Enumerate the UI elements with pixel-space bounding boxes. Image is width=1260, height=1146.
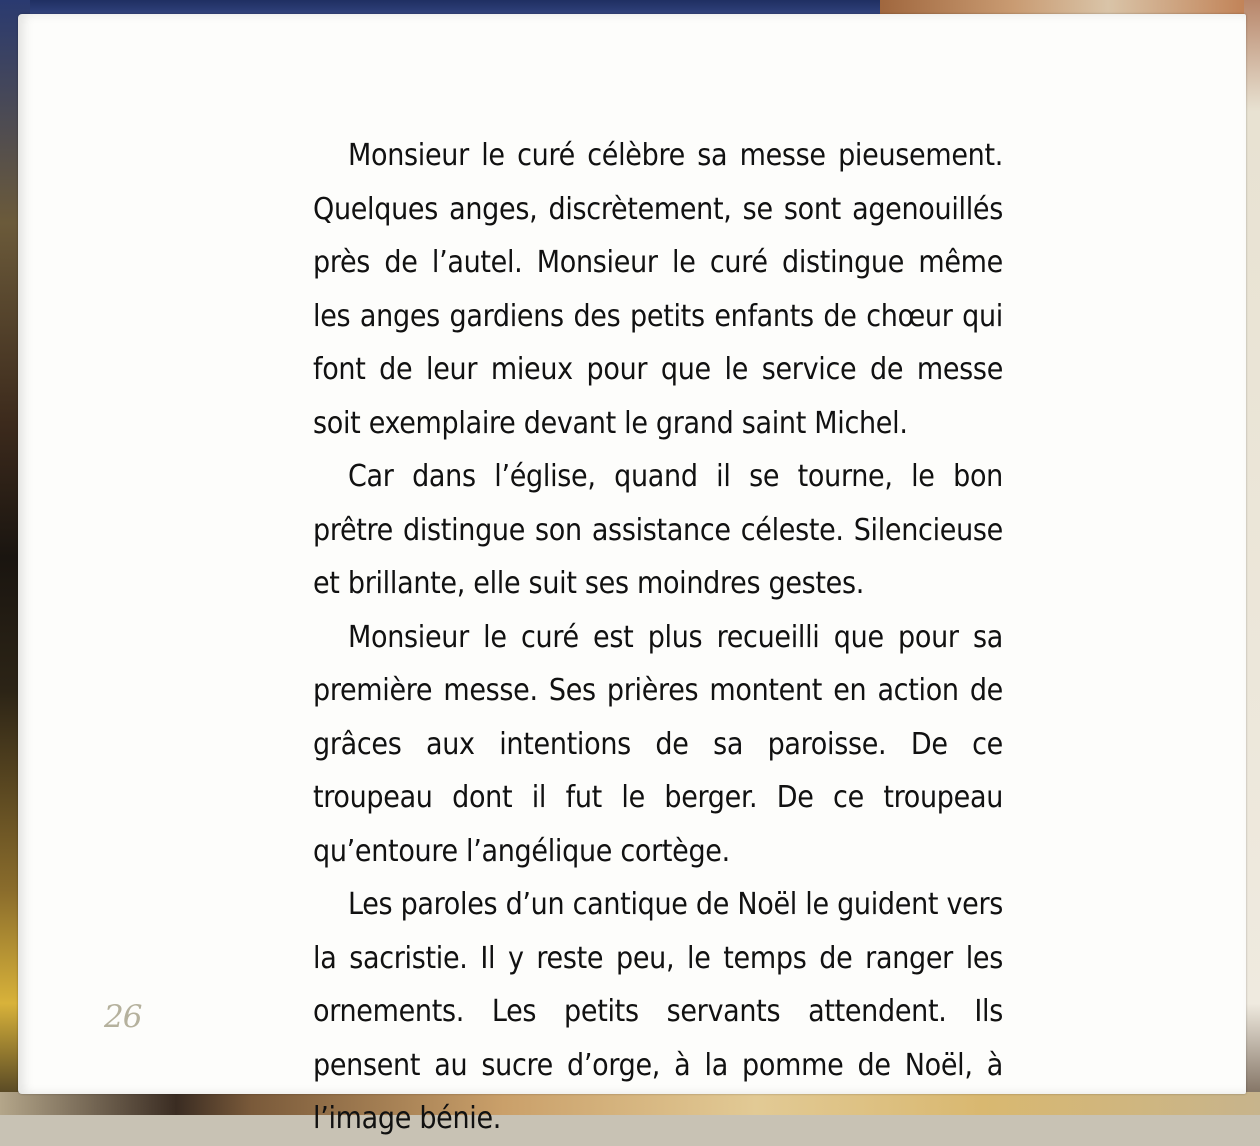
paragraph-1: Monsieur le curé célèbre sa messe pieusement. Quelques anges, discrètement, se sont agenouillés près de l’autel. Monsieur le curé distingue même les anges gardiens des petits enfants de chœur qui font de leur mieux pour que le service de messe soit exemplaire devant le grand saint Michel. bbox=[313, 138, 1003, 441]
paragraph-2: Car dans l’église, quand il se tourne, le bon prêtre distingue son assistance céleste. Silencieuse et brillante, elle suit ses moindres gestes. bbox=[313, 459, 1003, 601]
cover-edge-right bbox=[1244, 0, 1260, 1115]
page-number: 26 bbox=[104, 999, 142, 1035]
paragraph-3: Monsieur le curé est plus recueilli que pour sa première messe. Ses prières montent en action de grâces aux intentions de sa paroisse. De ce troupeau dont il fut le berger. De ce troupeau qu’entoure l’angélique cortège. bbox=[313, 619, 1003, 869]
body-text bbox=[313, 129, 1003, 1146]
paragraph-4: Les paroles d’un cantique de Noël le guident vers la sacristie. Il y reste peu, le temps de ranger les ornements. Les petits servants attendent. Ils pensent au sucre d’orge, à la pomme de Noël, à l’image bénie. bbox=[313, 887, 1003, 1136]
page-sheet bbox=[18, 14, 1246, 1136]
